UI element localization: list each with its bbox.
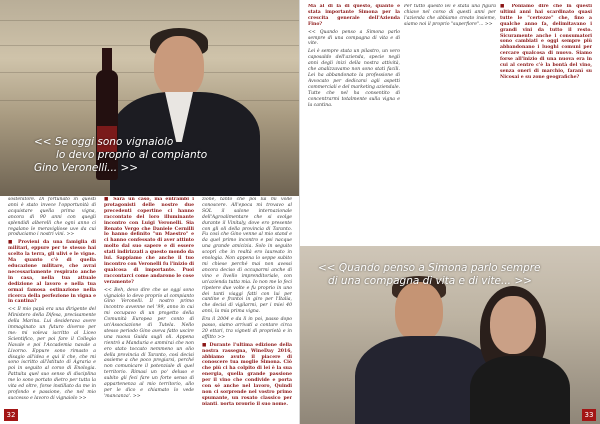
paragraph: Lei è sempre stata un pilastro, un vero caposaldo dell'azienda, specie negli anni degli inizi della nostra attività, che analizzavamo non sono stati facili. Lei ha abbandonato la professione di Avvocato per dedicarsi agli aspetti commerciali e del marketing aziendale. Tutte che nel ha consentito di concentrarmi totalmente sulla vigna e la cantina. bbox=[308, 49, 400, 108]
question-paragraph: ■ Provieni da una famiglia di militari, eppure per te stesso hai scelto la terra, gli ulivi e le vigne. Ma quanto c'è di quella educazione militare, che avrai necessariamente respirato anche in casa, nella tua attuale dedizione al lavoro e nella tua ormai famosa ostinazione nella ricerca della perfezione in vigna e in cantina? bbox=[8, 240, 96, 305]
text-column-5 bbox=[404, 4, 496, 204]
paragraph: sostenitore. Di fortunato in questi anni è stato invece l'opportunità di acquistare quella prima vigna, ancora di 90 anni con quegli splendidi alberelli che ogni anno ci regalano le meravigliose uve da cui produciamo i nostri vini. >> bbox=[8, 197, 96, 238]
stone-wall-line bbox=[0, 72, 300, 73]
paragraph: Per tutto questo lei è stata una figura chiave nel corso di questi anni per l'azienda che abbiamo creato insieme, siamo noi il proprio "superfiore"... >> bbox=[404, 4, 496, 27]
pull-quote-line: << Se oggi sono vignaiolo bbox=[34, 136, 174, 148]
paragraph: zione, tanto che poi lui mi volle conoscere. All'epoca mi trovavo al SOL il salone internazionale dell'Agroalimentare che si svolge durante il Vinitaly, dove ero presente con gli oli della provincia di Taranto. Fu così che Gino venne al mio stand e da quel primo incontro e poi nacque una grande amicizia. Solo in seguito scoprì che in realtà ero laureato in enologia. Non appena lo seppe subito mi chiese perché mai non avessi ancora deciso di occuparmi anche di vino e livello imprenditoriale, con un'azienda tutta mia. Io non me lo feci ripetere due volte e fu proprio in uno dei tanti viaggi fatti con lui per cantine e frantoi in giro per l'Italia, che decisi di vigilarmi, per i miei 40 anni, la mia prima vigna. bbox=[202, 197, 292, 315]
question-paragraph: ■ Poniamo dire che in questi ultimi anni hai scardinato quasi tutte le "certezze" che, fino a qualche anno fa, delimitavano i grandi vini da tutto il resto. Sicuramente anche i consumatori sono cambiati e oggi sempre più abbandonano i luoghi comuni per cercare qualcosa di nuovo. Siamo forse all'inizio di una nuova era in cui al centro c'è la bontà del vino, senza oneri di marchio, faranì su Nicosai e su zone geografiche? bbox=[500, 4, 592, 80]
pull-quote-line: Gino Veronelli... >> bbox=[34, 162, 139, 174]
woman-head bbox=[490, 296, 536, 354]
text-column-2 bbox=[104, 197, 194, 405]
paragraph: << Il mio papà era una dirigente del Ministero della Difesa, precisamente della Marina. Lui desiderava avere immaginato un futuro diverso per me: mi voleva iscritto al Liceo Scientifico, per poi fare il Collegio Navale e poi l'Accademia navale a Livorno. Eppure sono rimasto a disagio all'idea e qui il che, che mi sono iscritto all'Istituto di Agraria e poi in seguito al corso di Enologia. Pattuita quel suo senso di disciplina me lo sono portato dietro per tutta la vita ed oltre, forse instillato da me in profondo e passione, che nel mio successo e lavoro di vignaiolo >> bbox=[8, 307, 96, 401]
paragraph: << Beh, devo dire che se oggi sono vignaiolo lo devo proprio al compianto Gino Veronelli. Il nostro primo incontro avvenne nel '99, anno in cui mi occupavo di un progetto della Comunità Europea per conto di un'Associazione di Tutela. Nello stesso periodo Gino aveva fatto uscire una nuova Guida sugli oli. Appena rientrò a Manduria e ammirai che non ero stato toccato nemmeno un olio della provincia di Taranto, così decisi assieme a che poco pregiarsi, perché non comunicare il potenziale di quel territorio. Rimasi un po' deluso e subito gli feci fare un forte senso di appartenenza al mio territorio, allo per le dico e chiamato lo vede 'mancanza'. >> bbox=[104, 287, 194, 399]
paragraph: Era il 2004 e da lì in poi, passo dopo passo, siamo arrivati a contare circa 20 ettari, tra vigneti di proprietà e in affitto >> bbox=[202, 317, 292, 340]
question-paragraph: ■ Sarà un caso, ma entrambi i protagonisti delle nostre due precedenti copertine ci hanno raccontato del loro illuminante incontro con Luigi Veronelli. Sia Renato Vergo che Daniele Cernilli lo hanno definito "un Maestro" e ci hanno confessato di aver attinto molto dal suo sapere e di essere stati indirizzati a questo mondo da lui. Sappiamo che anche il tuo incontro con Veronelli fu l'inizio di qualcosa di importante. Puoi raccontarci come andarono le cose veramente? bbox=[104, 197, 194, 285]
text-column-4 bbox=[308, 4, 400, 204]
text-column-3 bbox=[202, 197, 292, 405]
pull-quote-left bbox=[34, 136, 274, 175]
woman-dress bbox=[470, 356, 570, 424]
pull-quote-line: << Quando penso a Simona parlo sempre bbox=[318, 262, 541, 274]
text-column-1 bbox=[8, 197, 96, 405]
page-number: 33 bbox=[582, 409, 596, 421]
man-head bbox=[395, 282, 443, 342]
pull-quote-line: di una compagna di vita e di vite... >> bbox=[328, 275, 532, 287]
paragraph: << Quando penso a Simona parlo sempre di una compagna di vita e di vite. bbox=[308, 29, 400, 47]
pull-quote-right bbox=[318, 262, 578, 288]
pull-quote-line: lo devo proprio al compianto bbox=[56, 149, 208, 161]
man-head bbox=[154, 36, 204, 98]
question-paragraph: Ma al di là di questo, quanto è stata importante Simona per la crescita generale dell'Azienda Fino? bbox=[308, 4, 400, 27]
question-paragraph: ■ Durante l'ultima edizione della nostra rassegna, WineDay 2016, abbiamo avuto il piacere di conoscere tua moglie Simona. Ciò che più ci ha colpito di lei è la sua energia, quella grande passione per il vino che condivide e porta con sé anche nel lavoro, Quindi non ci sorprende nel vostro primo spumante, un rosato classico per pianti, porta proprio il suo nome. bbox=[202, 342, 292, 405]
text-column-6 bbox=[500, 4, 592, 204]
stone-wall-line bbox=[0, 20, 300, 21]
page-number: 32 bbox=[4, 409, 18, 421]
